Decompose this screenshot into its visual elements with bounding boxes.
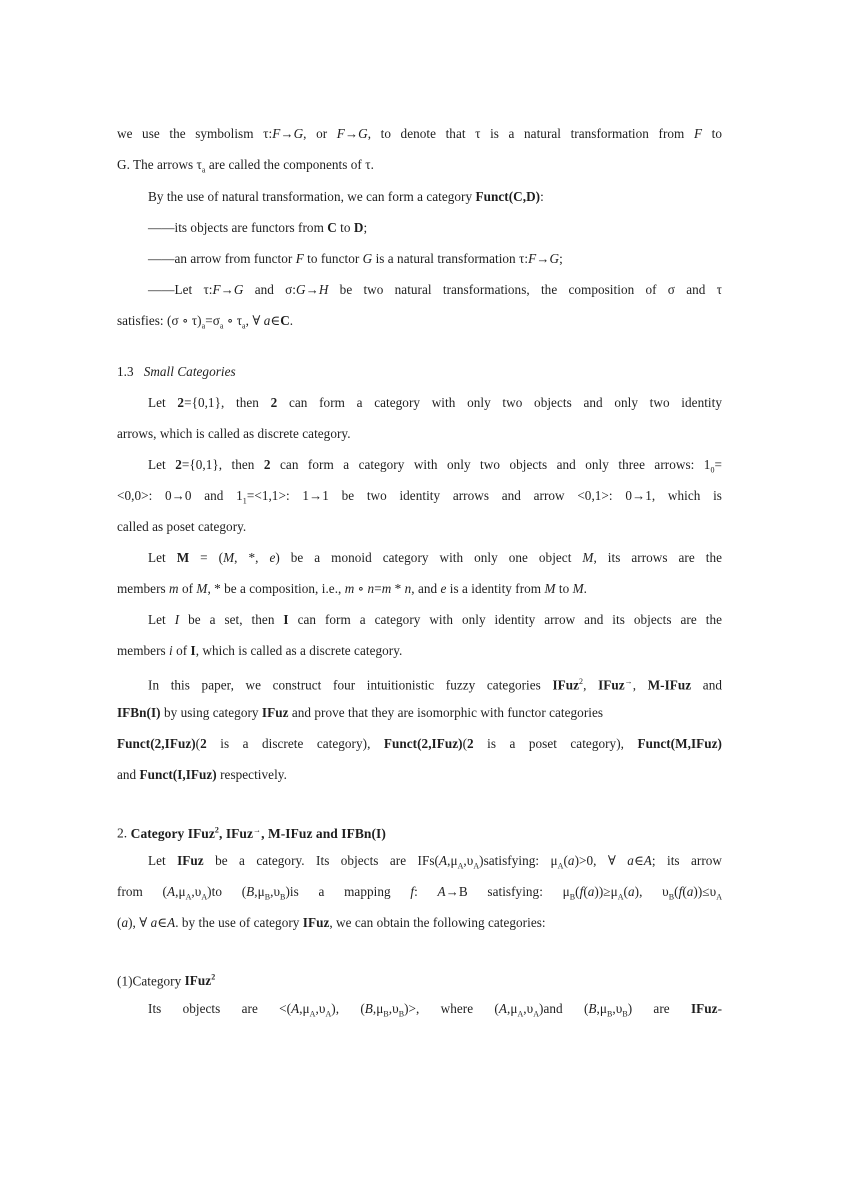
text-line: we use the symbolism τ:F→G, or F→G, to denote that τ is a natural transformation from F to <box>117 126 722 141</box>
text-line: Let IFuz be a category. Its objects are $IFs(A,\mu_A,\upsilon_A)satisfying$: $\mu_A(a)>0$, ∀ a∈A; its arrow <box>148 853 723 871</box>
text-line: Let 2={0,1}, then 2 can form a category with only two objects and only two identity <box>148 395 722 410</box>
text-line: Funct(2,IFuz)(2 is a discrete category), Funct(2,IFuz)(2 is a poset category), Funct(M,IFuz) <box>117 736 722 751</box>
text-line: from $(A,\mu_A,\upsilon_A)to$ $(B,\mu_B,\upsilon_B)is$ a mapping f: A→B satisfying: $\mu_B(f(a))\ge\mu_A(a)$, $\upsilon_B(f(a))\le\upsilon_A$ <box>117 884 723 902</box>
text-line: ——an arrow from functor F to functor G is a natural transformation τ:F→G; <box>148 251 563 266</box>
text-line: Let 2={0,1}, then 2 can form a category with only two objects and only three arrows: $1_0=$ <box>148 457 723 475</box>
text-line: members i of I, which is called as a discrete category. <box>117 643 403 658</box>
text-line: IFBn(I) by using category IFuz and prove that they are isomorphic with functor categories <box>117 705 604 720</box>
text-line: By the use of natural transformation, we can form a category Funct(C,D): <box>148 189 544 204</box>
text-line: arrows, which is called as discrete category. <box>117 426 351 441</box>
text-line: and Funct(I,IFuz) respectively. <box>117 767 287 782</box>
text-line: Its objects are $<(A,\mu_A,\upsilon_A)$, $(B,\mu_B,\upsilon_B)>$, where $(A,\mu_A,\upsilon_A)and$ $(B,\mu_B,\upsilon_B)$ are IFuz- <box>148 1001 723 1019</box>
text-line: ——its objects are functors from C to D; <box>148 220 368 235</box>
text-line: called as poset category. <box>117 519 247 534</box>
text-line: Let I be a set, then I can form a category with only identity arrow and its objects are the <box>148 612 722 627</box>
text-line: (a), ∀ a∈A. by the use of category IFuz, we can obtain the following categories: <box>117 915 546 930</box>
section-heading: 2. Category IFuz$^2$, IFuz→, M-IFuz and IFBn(I) <box>117 825 386 841</box>
text-line: satisfies: (σ ∘ $\tau)_a=\sigma_a$ ∘ $\tau_a$, ∀ a∈C. <box>117 313 294 331</box>
text-line: ——Let τ:F→G and σ:G→H be two natural transformations, the composition of σ and τ <box>148 282 722 297</box>
text-line: G. The arrows $\tau_a$ are called the components of τ. <box>117 157 374 175</box>
text-line: Let M = (M, *, e) be a monoid category with only one object M, its arrows are the <box>148 550 723 565</box>
subsection-heading: (1)Category IFuz$^2$ <box>117 973 216 989</box>
text-line: <0,0>: 0→0 and $1_1=<1,1>$: 1→1 be two identity arrows and arrow <0,1>: 0→1, which is <box>117 488 722 506</box>
text-line: members m of M, * be a composition, i.e., m ∘ n=m * n, and e is a identity from M to M. <box>117 581 587 596</box>
text-line: In this paper, we construct four intuitionistic fuzzy categories IFuz$^2$, IFuz→, M-IFuz and <box>148 677 723 693</box>
subsection-heading: 1.3 Small Categories <box>117 364 236 379</box>
